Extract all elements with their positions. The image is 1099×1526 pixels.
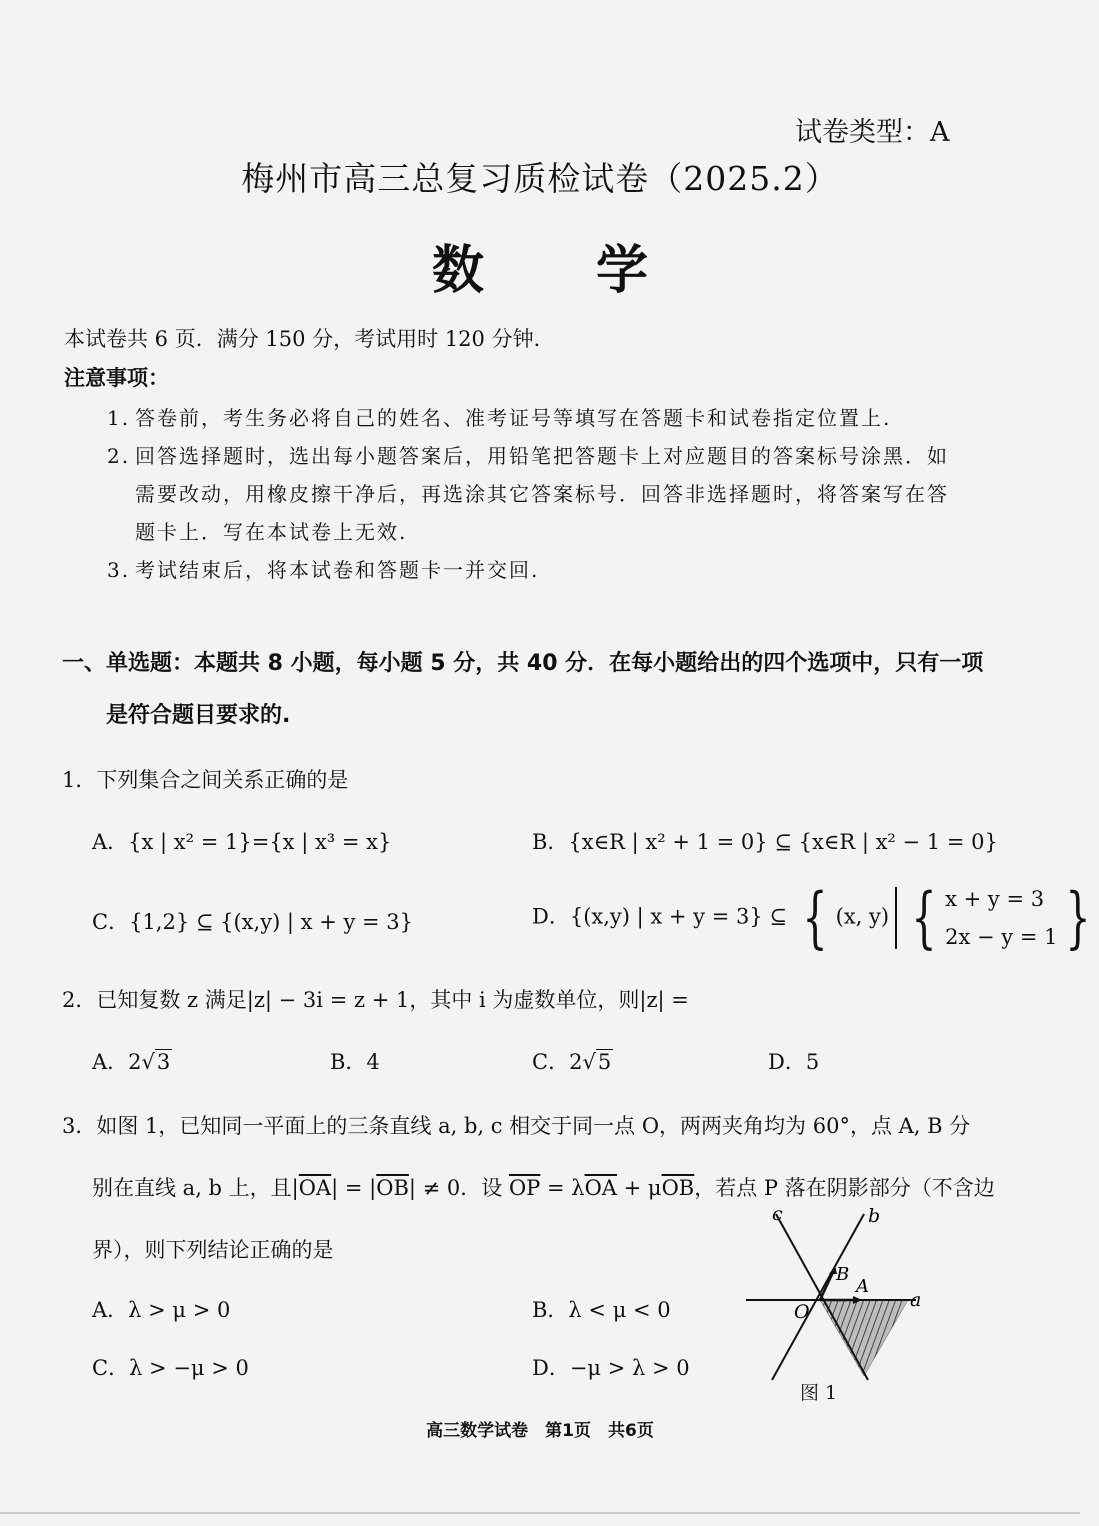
label-a: a	[910, 1289, 922, 1311]
system-brace: {	[911, 879, 937, 956]
note-1	[107, 402, 891, 431]
option-label: A．2	[92, 1050, 142, 1074]
equation-1: x + y = 3	[945, 887, 1045, 911]
question-1-option-a: A．{x | x² = 1}={x | x³ = x}	[92, 830, 392, 854]
note-number: 1.	[107, 406, 131, 430]
question-3-line-1: 3．如图 1，已知同一平面上的三条直线 a, b, c 相交于同一点 O，两两夹角均为 60°，点 A, B 分	[62, 1114, 971, 1138]
vector-ob: $\overline{OB}$	[661, 1176, 695, 1200]
question-2-stem: 2．已知复数 z 满足|z| − 3i = z + 1，其中 i 为虚数单位，则|z| =	[62, 988, 689, 1012]
notes-title: 注意事项：	[64, 366, 169, 390]
text-part: = λ	[540, 1176, 585, 1200]
text-part: ，若点 P 落在阴影部分（不含边	[694, 1176, 995, 1200]
option-label: C．2	[532, 1050, 583, 1074]
line-b	[772, 1214, 864, 1380]
shaded-region	[820, 1300, 908, 1376]
note-3	[107, 554, 539, 583]
option-d-set: (x, y)	[835, 904, 890, 929]
note-2-line-3: 题卡上．写在本试卷上无效.	[135, 520, 408, 544]
question-2-option-c: C．2√5	[532, 1050, 612, 1074]
figure-1-diagram	[740, 1200, 940, 1400]
exam-title: 梅州市高三总复习质检试卷（2025.2）	[241, 159, 839, 198]
vector-oa: $\overline{OA}$	[298, 1176, 332, 1200]
note-2-line-2: 需要改动，用橡皮擦干净后，再选涂其它答案标号．回答非选择题时，将答案写在答	[135, 482, 949, 506]
page-footer: 高三数学试卷 第1页 共6页	[426, 1421, 654, 1441]
question-3-option-c: C．λ > −μ > 0	[92, 1356, 249, 1380]
question-3-option-b: B．λ < μ < 0	[532, 1298, 671, 1322]
vector-op: $\overline{OP}$	[508, 1176, 541, 1200]
note-2-line-1	[107, 440, 949, 469]
text-part: 别在直线 a, b 上，且|	[92, 1176, 299, 1200]
section-heading-line-1: 一、单选题：本题共 8 小题，每小题 5 分，共 40 分．在每小题给出的四个选项中，只有一项	[62, 651, 984, 676]
set-bar	[895, 887, 897, 949]
vector-oa: $\overline{OA}$	[584, 1176, 617, 1200]
equation-2: 2x − y = 1	[945, 925, 1058, 949]
question-3-option-a: A．λ > μ > 0	[92, 1298, 231, 1322]
note-text: 答卷前，考生务必将自己的姓名、准考证号等填写在答题卡和试卷指定位置上.	[135, 406, 892, 430]
section-heading-line-2: 是符合题目要求的.	[106, 703, 291, 728]
question-1-stem: 1．下列集合之间关系正确的是	[62, 768, 349, 792]
label-c: c	[772, 1203, 783, 1225]
note-text: 考试结束后，将本试卷和答题卡一并交回.	[135, 558, 540, 582]
label-b: b	[868, 1205, 881, 1227]
subject-title	[0, 228, 1080, 303]
question-3-line-2	[92, 1172, 995, 1202]
vector-ob: $\overline{OB}$	[376, 1176, 409, 1200]
question-3-option-d: D．−μ > λ > 0	[532, 1356, 690, 1380]
label-point-b: B	[836, 1264, 850, 1285]
label-origin: O	[794, 1301, 810, 1323]
note-text: 回答选择题时，选出每小题答案后，用铅笔把答题卡上对应题目的答案标号涂黑．如	[135, 444, 949, 468]
figure-1-caption: 图 1	[800, 1382, 838, 1404]
right-brace: }	[1065, 879, 1092, 956]
page-edge-line	[0, 1512, 1080, 1514]
question-2-option-d: D．5	[768, 1050, 820, 1074]
text-part: | = |	[331, 1176, 377, 1200]
question-1-option-b: B．{x∈R | x² + 1 = 0} ⊆ {x∈R | x² − 1 = 0}	[532, 830, 998, 854]
left-brace: {	[802, 879, 828, 956]
option-d-prefix: D．{(x,y) | x + y = 3} ⊆	[532, 904, 794, 929]
text-part: + μ	[616, 1176, 662, 1200]
question-3-line-3: 界），则下列结论正确的是	[92, 1238, 334, 1262]
question-2-option-b: B．4	[330, 1050, 380, 1074]
subject-char-2: 学	[595, 241, 648, 301]
subject-char-1: 数	[431, 241, 484, 301]
equation-system	[945, 880, 1057, 956]
exam-intro: 本试卷共 6 页．满分 150 分，考试用时 120 分钟．	[64, 327, 555, 351]
paper-type: 试卷类型：A	[795, 117, 950, 148]
note-number: 3.	[107, 558, 131, 582]
question-2-option-a: A．2√3	[92, 1050, 171, 1074]
label-point-a: A	[856, 1276, 869, 1297]
question-1-option-d	[532, 879, 1099, 956]
note-number: 2.	[107, 444, 131, 468]
text-part: | ≠ 0．设	[408, 1176, 509, 1200]
radicand: 5	[597, 1050, 612, 1074]
question-1-option-c: C．{1,2} ⊆ {(x,y) | x + y = 3}	[92, 910, 414, 934]
radicand: 3	[156, 1050, 171, 1074]
